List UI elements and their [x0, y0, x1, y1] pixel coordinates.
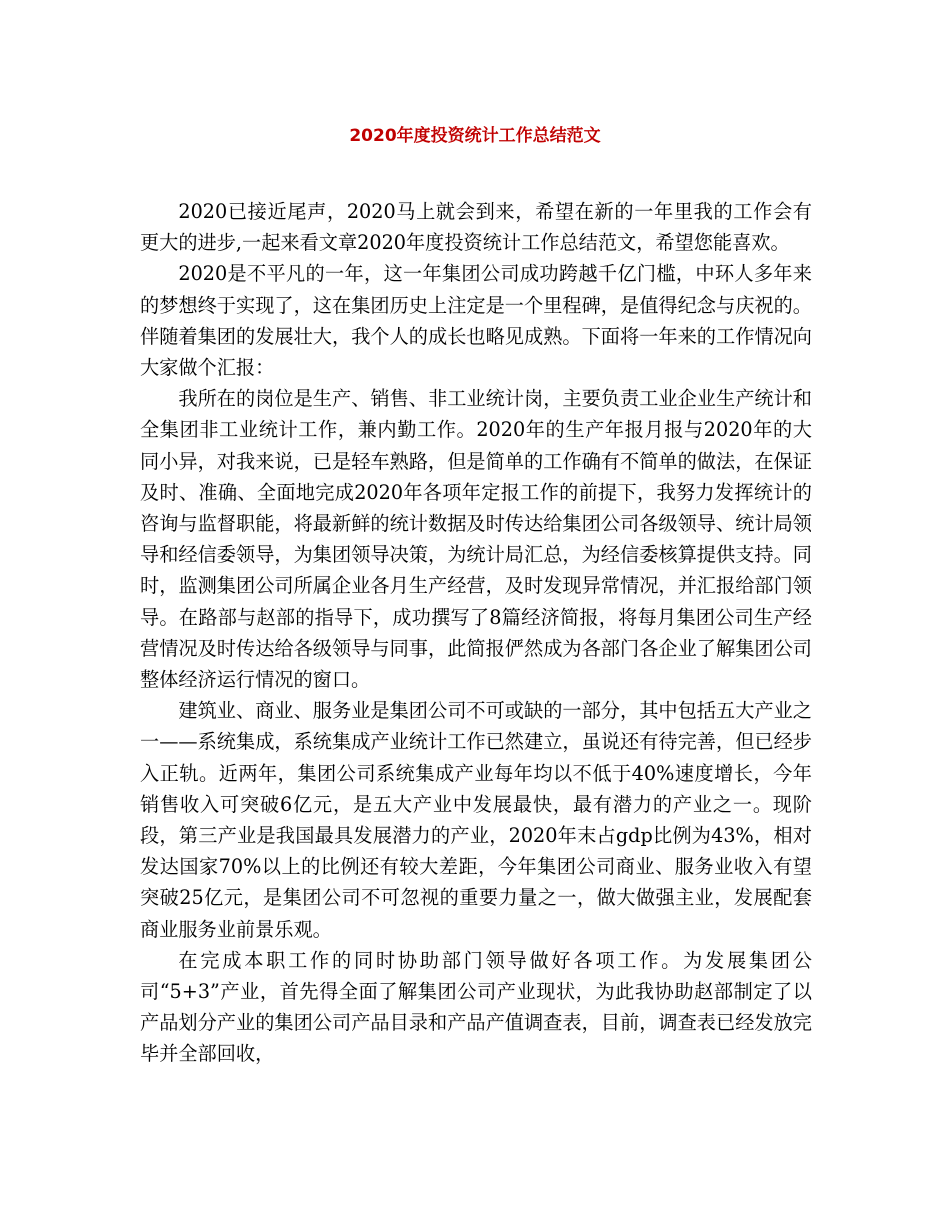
paragraph-2: 2020是不平凡的一年，这一年集团公司成功跨越千亿门槛，中环人多年来的梦想终于实现了，这在集团历史上注定是一个里程碑，是值得纪念与庆祝的。伴随着集团的发展壮大，我个人的成长也略见成熟。下面将一年来的工作情况向大家做个汇报：: [140, 262, 812, 380]
paragraph-5: 在完成本职工作的同时协助部门领导做好各项工作。为发展集团公司“5+3”产业，首先得全面了解集团公司产业现状，为此我协助赵部制定了以产品划分产业的集团公司产品目录和产品产值调查表，目前，调查表已经发放完毕并全部回收，: [140, 948, 812, 1066]
document-title: 2020年度投资统计工作总结范文: [349, 126, 601, 146]
paragraph-3: 我所在的岗位是生产、销售、非工业统计岗，主要负责工业企业生产统计和全集团非工业统计工作，兼内勤工作。2020年的生产年报月报与2020年的大同小异，对我来说，已是轻车熟路，但是简单的工作确有不简单的做法，在保证及时、准确、全面地完成2020年各项年定报工作的前提下，我努力发挥统计的咨询与监督职能，将最新鲜的统计数据及时传达给集团公司各级领导、统计局领导和经信委领导，为集团领导决策，为统计局汇总，为经信委核算提供支持。同时，监测集团公司所属企业各月生产经营，及时发现异常情况，并汇报给部门领导。在路部与赵部的指导下，成功撰写了8篇经济简报，将每月集团公司生产经营情况及时传达给各级领导与同事，此简报俨然成为各部门各企业了解集团公司整体经济运行情况的窗口。: [140, 387, 812, 692]
paragraph-4: 建筑业、商业、服务业是集团公司不可或缺的一部分，其中包括五大产业之一——系统集成，系统集成产业统计工作已然建立，虽说还有待完善，但已经步入正轨。近两年，集团公司系统集成产业每年均以不低于40%速度增长，今年销售收入可突破6亿元，是五大产业中发展最快，最有潜力的产业之一。现阶段，第三产业是我国最具发展潜力的产业，2020年末占gdp比例为43%，相对发达国家70%以上的比例还有较大差距，今年集团公司商业、服务业收入有望突破25亿元，是集团公司不可忽视的重要力量之一，做大做强主业，发展配套商业服务业前景乐观。: [140, 699, 812, 941]
document-body: [140, 196, 812, 1070]
paragraph-1: 2020已接近尾声，2020马上就会到来，希望在新的一年里我的工作会有更大的进步,一起来看文章2020年度投资统计工作总结范文，希望您能喜欢。: [140, 200, 812, 255]
